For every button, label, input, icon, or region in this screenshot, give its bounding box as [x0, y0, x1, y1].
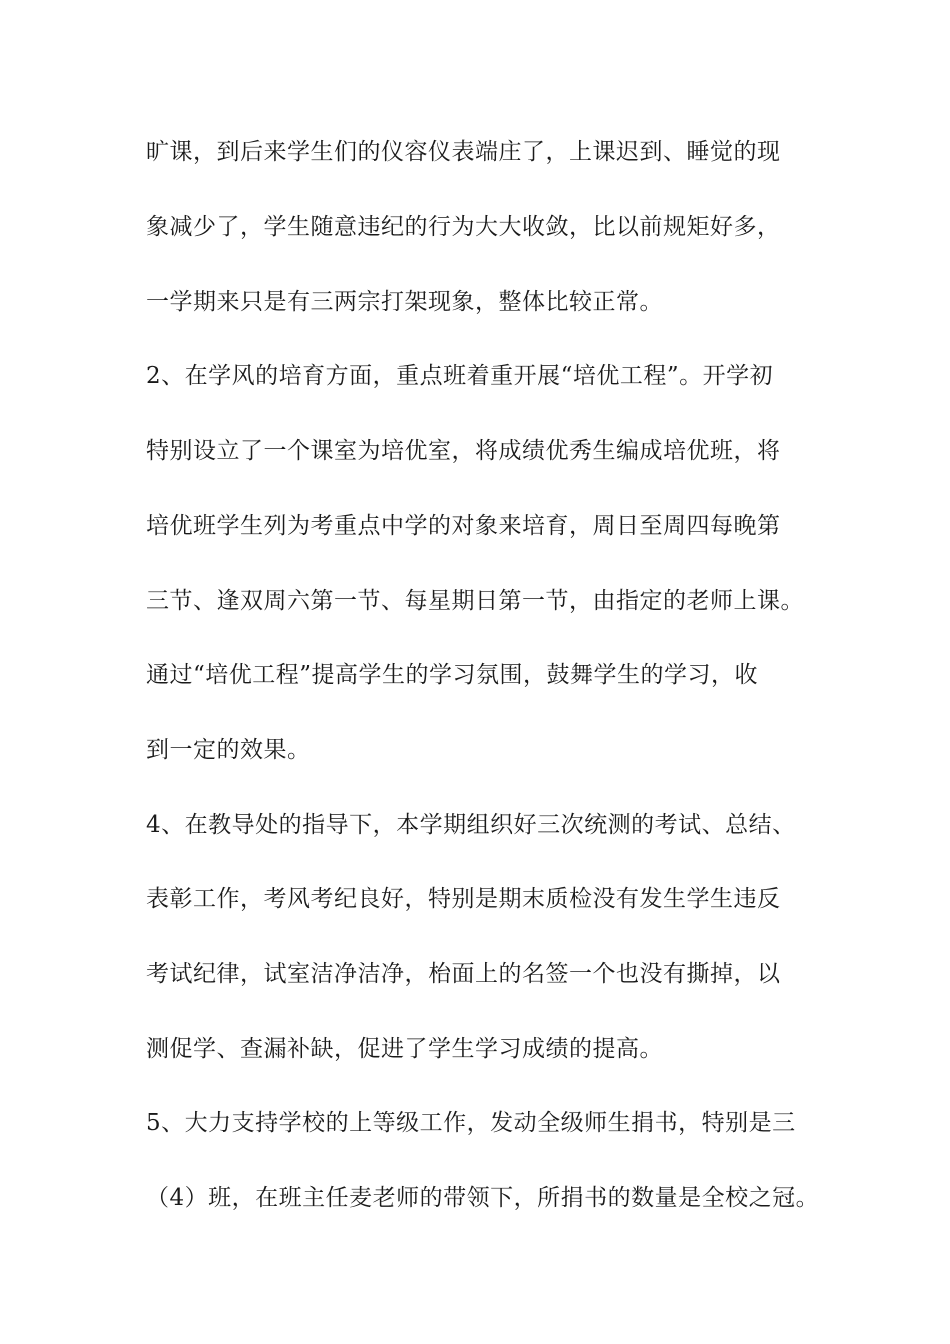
text-line: 一学期来只是有三两宗打架现象，整体比较正常。: [146, 289, 663, 315]
text-line: 象减少了，学生随意违纪的行为大大收敛，比以前规矩好多，: [146, 214, 781, 240]
text-line: 2、在学风的培育方面，重点班着重开展“培优工程”。开学初: [146, 363, 774, 389]
text-line: 通过“培优工程”提高学生的学习氛围，鼓舞学生的学习，收: [146, 662, 759, 688]
text-line: 三节、逢双周六第一节、每星期日第一节，由指定的老师上课。: [146, 588, 804, 614]
text-line: 表彰工作，考风考纪良好，特别是期末质检没有发生学生违反: [146, 886, 781, 912]
text-line: 旷课，到后来学生们的仪容仪表端庄了，上课迟到、睡觉的现: [146, 139, 781, 165]
text-line: 5、大力支持学校的上等级工作，发动全级师生捐书，特别是三: [146, 1110, 796, 1136]
text-line: 特别设立了一个课室为培优室，将成绩优秀生编成培优班，将: [146, 438, 781, 464]
text-line: 测促学、查漏补缺，促进了学生学习成绩的提高。: [146, 1036, 663, 1062]
text-line: 考试纪律，试室洁净洁净，枱面上的名签一个也没有撕掉，以: [146, 961, 781, 987]
text-line: 培优班学生列为考重点中学的对象来培育，周日至周四每晚第: [146, 513, 781, 539]
text-line: 到一定的效果。: [146, 737, 311, 763]
text-line: （4）班，在班主任麦老师的带领下，所捐书的数量是全校之冠。: [146, 1185, 820, 1211]
text-line: 4、在教导处的指导下，本学期组织好三次统测的考试、总结、: [146, 812, 796, 838]
